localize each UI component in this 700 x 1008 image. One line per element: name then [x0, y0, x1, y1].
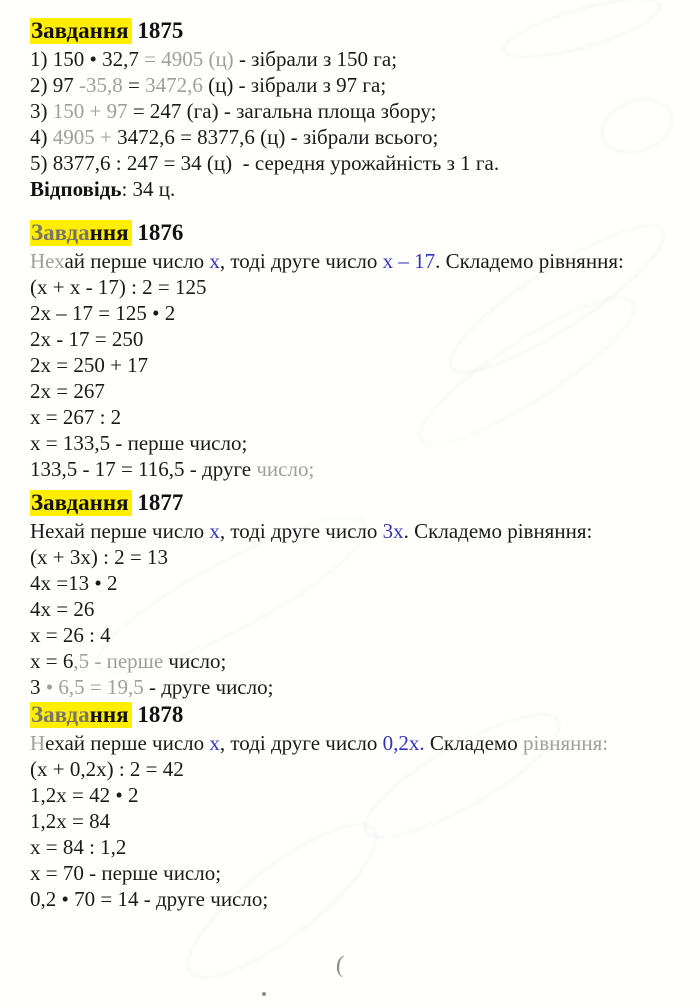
text-segment: х — [209, 249, 220, 273]
text-segment: 1,2х = 42 • 2 — [30, 783, 139, 807]
text-segment: Н — [30, 731, 46, 755]
text-segment: = — [122, 73, 146, 97]
text-segment: Відповідь — [30, 177, 122, 201]
task-heading-highlight — [30, 18, 132, 44]
text-segment: - друге число; — [143, 675, 274, 699]
solution-line — [30, 808, 678, 834]
task-heading — [30, 700, 678, 730]
text-segment: 3 — [30, 675, 46, 699]
task-section-1875 — [30, 16, 678, 202]
text-segment: Складемо — [424, 731, 523, 755]
task-number: 1876 — [137, 220, 184, 245]
solution-line — [30, 430, 678, 456]
text-segment: х = 267 : 2 — [30, 405, 122, 429]
text-segment: 4905 + — [52, 125, 112, 149]
text-segment: х – 17 — [382, 249, 436, 273]
text-segment: 3) — [30, 99, 53, 123]
text-segment: . Складемо рівняння: — [403, 519, 593, 543]
solution-line — [30, 404, 678, 430]
task-number: 1878 — [137, 702, 184, 727]
text-segment: 2х – 17 = 125 • 2 — [30, 301, 176, 325]
solution-line — [30, 248, 678, 274]
task-number: 1875 — [137, 18, 184, 43]
solution-line — [30, 782, 678, 808]
text-segment: х = 6 — [30, 649, 74, 673]
solution-line — [30, 274, 678, 300]
text-segment: число; — [256, 457, 315, 481]
text-segment: ння — [89, 220, 129, 245]
text-segment: Завда — [31, 702, 90, 727]
text-segment: х — [209, 731, 220, 755]
text-segment: число; — [168, 649, 227, 673]
text-segment: 0,2 • 70 = 14 - друге число; — [30, 887, 269, 911]
solution-line — [30, 98, 678, 124]
text-segment: -35,8 — [79, 73, 123, 97]
text-segment: рівняння: — [522, 731, 609, 755]
text-segment: ай перше число — [64, 249, 210, 273]
text-segment: 2х = 250 + 17 — [30, 353, 149, 377]
solution-line — [30, 300, 678, 326]
text-segment: 1,2х = 84 — [30, 809, 111, 833]
task-heading-highlight — [30, 702, 132, 728]
solution-line — [30, 860, 678, 886]
text-segment: 0,2х. — [382, 731, 425, 755]
text-segment: 2х = 267 — [30, 379, 105, 403]
task-section-1877 — [30, 488, 678, 700]
text-segment: 2х - 17 = 250 — [30, 327, 144, 351]
text-segment: Завда — [31, 220, 90, 245]
solution-line — [30, 46, 678, 72]
text-segment: 1) 150 • 32,7 — [30, 47, 145, 71]
text-segment: (ц) - зібрали з 97 га; — [202, 73, 387, 97]
text-segment: ння — [89, 702, 129, 727]
text-segment: 4х = 26 — [30, 597, 95, 621]
text-segment: = 247 (га) - загальна площа збору; — [127, 99, 437, 123]
text-segment: 2) 97 — [30, 73, 79, 97]
text-segment: = 4905 (ц) — [144, 47, 234, 71]
text-segment: х = 26 : 4 — [30, 623, 111, 647]
stray-dot-mark — [262, 992, 266, 996]
text-segment: х = 84 : 1,2 — [30, 835, 127, 859]
task-heading — [30, 16, 678, 46]
solution-line — [30, 352, 678, 378]
solution-line — [30, 518, 678, 544]
text-segment: Нехай перше число — [30, 519, 210, 543]
solution-line — [30, 648, 678, 674]
text-segment: . Складемо рівняння: — [435, 249, 624, 273]
text-segment: 150 + 97 — [52, 99, 128, 123]
solution-line — [30, 150, 678, 176]
text-segment: : 34 ц. — [121, 177, 176, 201]
text-segment: , тоді друге число — [219, 731, 383, 755]
text-segment: Завдання — [31, 18, 129, 43]
solution-line — [30, 72, 678, 98]
solution-line — [30, 570, 678, 596]
text-segment: 3472,6 — [145, 73, 203, 97]
sections — [30, 16, 678, 912]
text-segment: - зібрали з 150 га; — [233, 47, 398, 71]
text-segment: (х + х - 17) : 2 = 125 — [30, 275, 207, 299]
task-heading — [30, 488, 678, 518]
text-segment: 3х — [382, 519, 404, 543]
solution-line — [30, 756, 678, 782]
text-segment: 4х =13 • 2 — [30, 571, 118, 595]
text-segment: х — [209, 519, 220, 543]
text-segment: х = 133,5 - перше число; — [30, 431, 248, 455]
text-segment: 4) — [30, 125, 53, 149]
task-heading-highlight — [30, 220, 132, 246]
solution-line — [30, 622, 678, 648]
text-segment: , тоді друге число — [219, 249, 383, 273]
solution-line — [30, 596, 678, 622]
text-segment: Нех — [30, 249, 65, 273]
text-segment: • 6,5 = 19,5 — [45, 675, 144, 699]
text-segment: Завдання — [31, 490, 129, 515]
text-segment: 5) 8377,6 : 247 = 34 (ц) - середня урожайність з 1 га. — [30, 151, 500, 175]
solution-line — [30, 456, 678, 482]
task-heading-highlight — [30, 490, 132, 516]
task-number: 1877 — [137, 490, 184, 515]
task-section-1876 — [30, 218, 678, 482]
text-segment: ,5 - перше — [73, 649, 169, 673]
solution-line — [30, 124, 678, 150]
text-segment: (х + 0,2х) : 2 = 42 — [30, 757, 184, 781]
text-segment: ехай перше число — [45, 731, 210, 755]
stray-pen-mark: ( — [335, 951, 345, 979]
text-segment: 133,5 - 17 = 116,5 - друге — [30, 457, 257, 481]
solution-line — [30, 730, 678, 756]
task-heading — [30, 218, 678, 248]
solution-line — [30, 674, 678, 700]
solution-line — [30, 378, 678, 404]
text-segment: 3472,6 = 8377,6 (ц) - зібрали всього; — [111, 125, 439, 149]
text-segment: , тоді друге число — [219, 519, 383, 543]
task-section-1878 — [30, 700, 678, 912]
solution-line — [30, 326, 678, 352]
solution-line — [30, 834, 678, 860]
solution-line — [30, 176, 678, 202]
text-segment: (х + 3х) : 2 = 13 — [30, 545, 169, 569]
solution-line — [30, 886, 678, 912]
text-segment: х = 70 - перше число; — [30, 861, 222, 885]
solution-line — [30, 544, 678, 570]
